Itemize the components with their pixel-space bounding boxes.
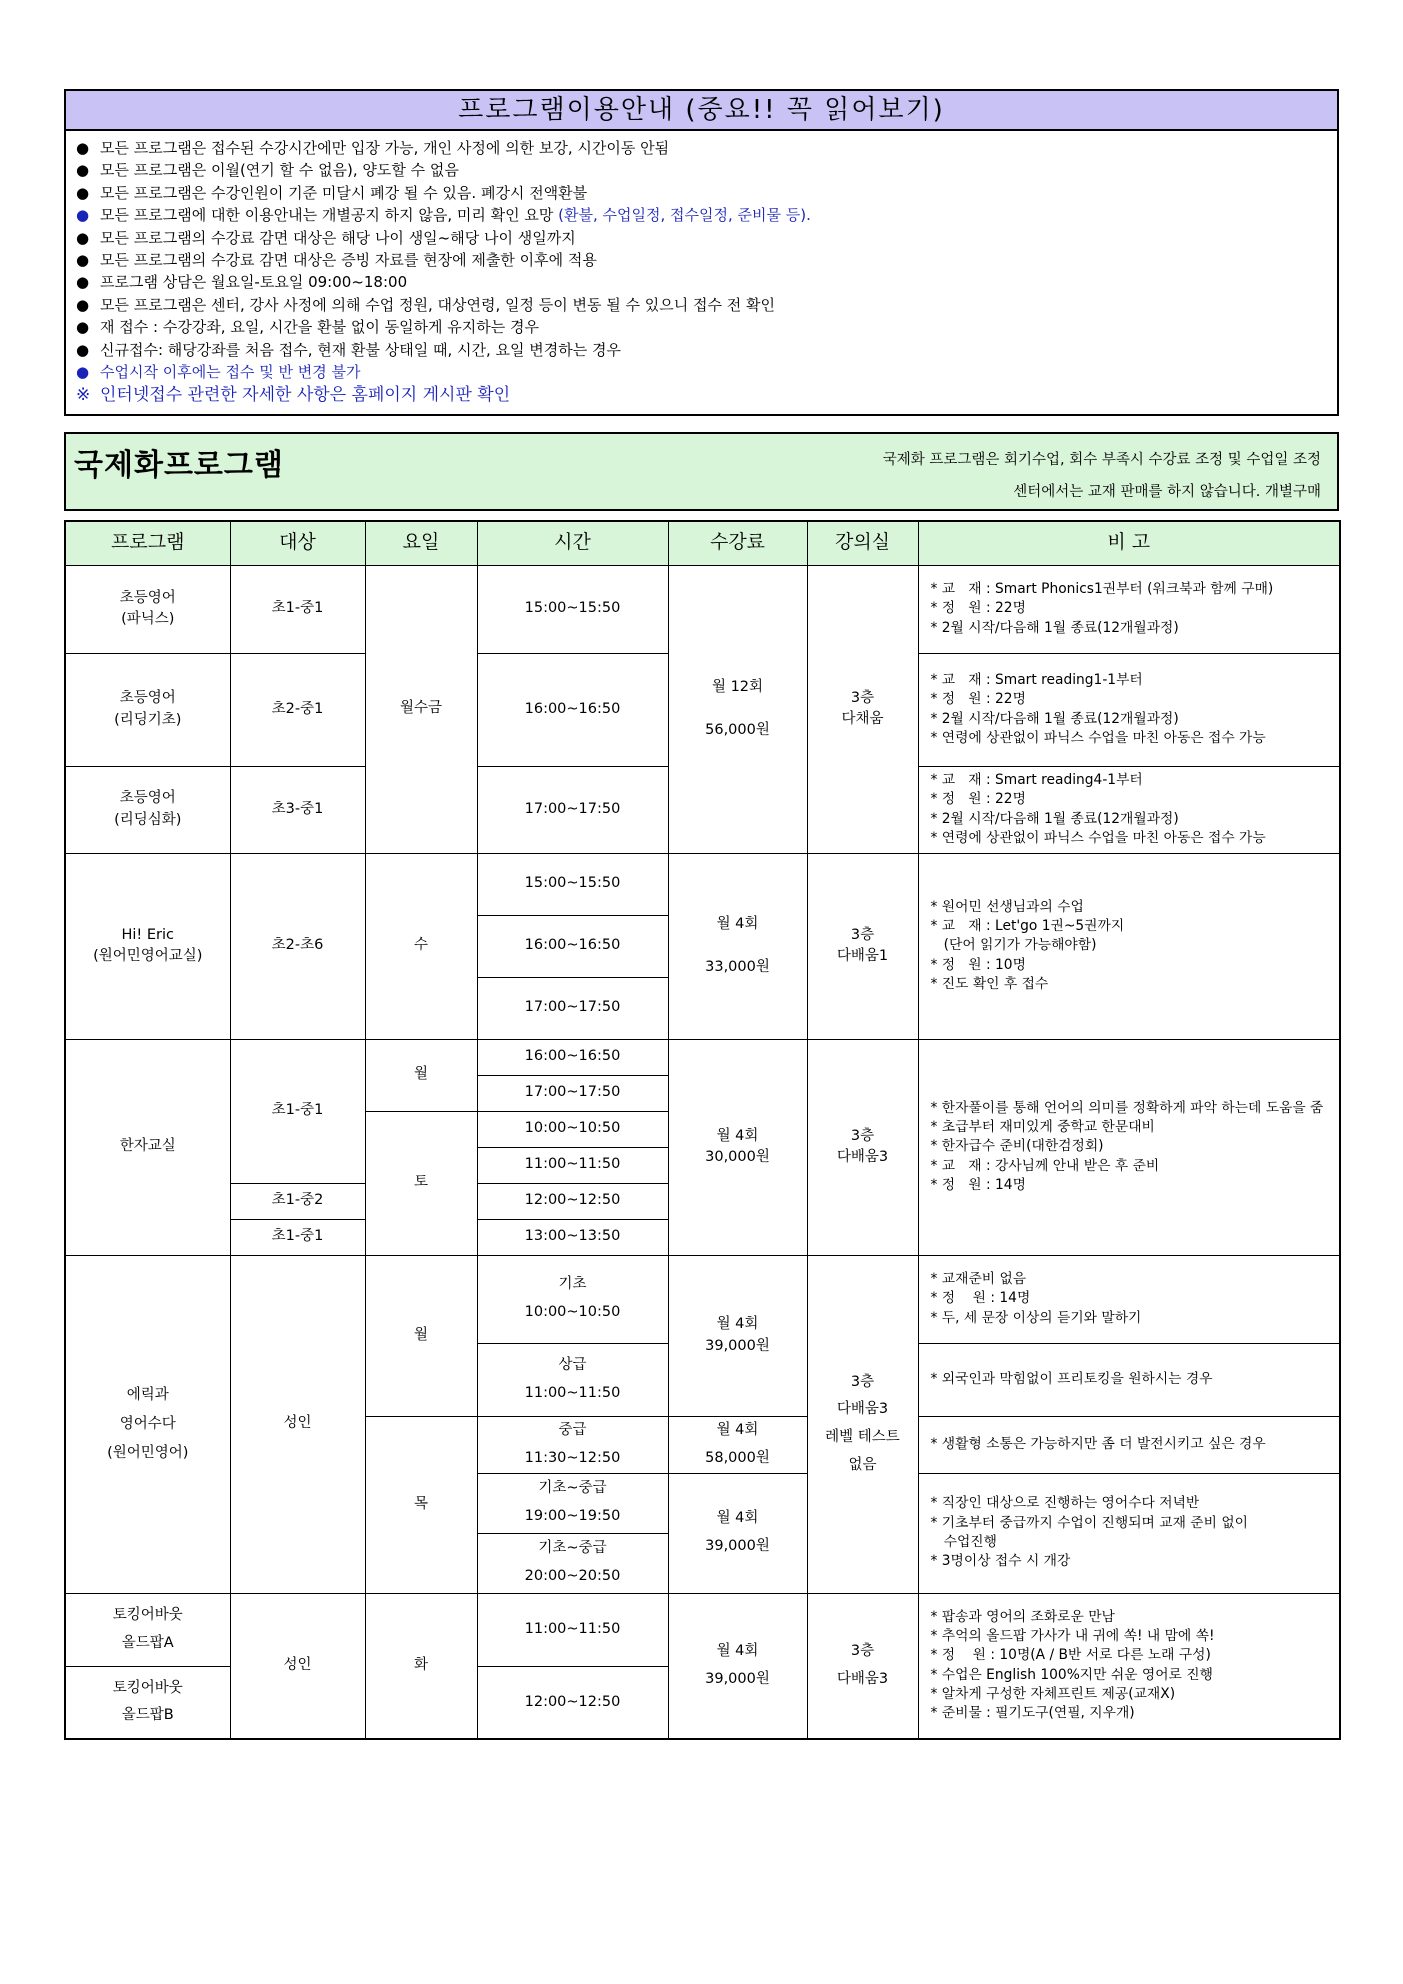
- time: 15:00~15:50: [477, 853, 668, 915]
- notice-item: [76, 271, 1337, 293]
- remark-line: * 교 재 : Smart reading4-1부터: [930, 771, 1143, 788]
- day: 화: [365, 1593, 477, 1739]
- section-note-1: 국제화 프로그램은 회기수업, 회수 부족시 수강료 조정 및 수업일 조정: [882, 452, 1321, 468]
- program-name: 초등영어 (리딩심화): [65, 766, 230, 853]
- program-name: 한자교실: [65, 1039, 230, 1255]
- remark-line: * 교 재 : Let'go 1권~5권까지: [930, 918, 1125, 935]
- remark-line: * 한자급수 준비(대한검정회): [930, 1138, 1104, 1155]
- remark-line: * 생활형 소통은 가능하지만 좀 더 발전시키고 싶은 경우: [930, 1435, 1266, 1452]
- time: 기초~중급 19:00~19:50: [477, 1473, 668, 1533]
- room: 3층 다배움3: [807, 1593, 918, 1739]
- target: 초3-중1: [230, 766, 365, 853]
- remarks: [918, 1593, 1340, 1739]
- col-header: 수강료: [668, 521, 807, 565]
- remarks: [918, 1039, 1340, 1255]
- time: 17:00~17:50: [477, 1075, 668, 1111]
- target: 초1-중1: [230, 1039, 365, 1183]
- time: 11:00~11:50: [477, 1593, 668, 1666]
- notice-item: [76, 339, 1337, 361]
- table-row: [65, 1039, 1340, 1075]
- notice-text: 재 접수 : 수강강좌, 요일, 시간을 환불 없이 동일하게 유지하는 경우: [100, 318, 540, 337]
- notice-highlight: (환불, 수업일정, 접수일정, 준비물 등).: [558, 206, 811, 225]
- bullet-icon: ●: [76, 228, 90, 247]
- reference-mark-icon: ※: [76, 385, 91, 406]
- remarks: [918, 766, 1340, 853]
- section-title: 국제화프로그램: [74, 448, 284, 483]
- remark-line: * 수업은 English 100%지만 쉬운 영어로 진행: [930, 1666, 1213, 1683]
- program-name: Hi! Eric (원어민영어교실): [65, 853, 230, 1039]
- remark-line: * 직장인 대상으로 진행하는 영어수다 저녁반: [930, 1495, 1200, 1512]
- fee: 월 4회 39,000원: [668, 1255, 807, 1416]
- fee: 월 4회 58,000원: [668, 1416, 807, 1473]
- remark-line: * 교 재 : Smart reading1-1부터: [930, 671, 1143, 688]
- room: 3층 다채움: [807, 565, 918, 853]
- notice-text: 수업시작 이후에는 접수 및 반 변경 불가: [100, 363, 361, 382]
- remark-line: * 2월 시작/다음해 1월 종료(12개월과정): [930, 710, 1179, 727]
- remarks: [918, 1473, 1340, 1593]
- time: 10:00~10:50: [477, 1111, 668, 1147]
- notice-item: [76, 294, 1337, 316]
- target: 초1-중1: [230, 565, 365, 653]
- time: 중급 11:30~12:50: [477, 1416, 668, 1473]
- remark-line: * 교재준비 없음: [930, 1271, 1027, 1288]
- time: 16:00~16:50: [477, 1039, 668, 1075]
- remarks: [918, 853, 1340, 1039]
- program-notice-box: [64, 89, 1339, 416]
- target: 초2-중1: [230, 653, 365, 766]
- day: 월: [365, 1255, 477, 1416]
- time: 12:00~12:50: [477, 1183, 668, 1219]
- bullet-icon: ●: [76, 318, 90, 337]
- remark-line: * 2월 시작/다음해 1월 종료(12개월과정): [930, 810, 1179, 827]
- notice-text: 모든 프로그램은 센터, 강사 사정에 의해 수업 정원, 대상연령, 일정 등이 변동 될 수 있으니 접수 전 확인: [100, 295, 775, 314]
- program-name: 초등영어 (파닉스): [65, 565, 230, 653]
- remark-line: (단어 읽기가 가능해야함): [930, 937, 1097, 954]
- remark-line: * 정 원 : 14명: [930, 1290, 1031, 1307]
- remark-line: * 한자풀이를 통해 언어의 의미를 정확하게 파악 하는데 도움을 줌: [930, 1099, 1324, 1116]
- remark-line: * 연령에 상관없이 파닉스 수업을 마친 아동은 접수 가능: [930, 829, 1266, 846]
- program-name: 에릭과 영어수다 (원어민영어): [65, 1255, 230, 1593]
- room: 3층 다배움3 레벨 테스트 없음: [807, 1255, 918, 1593]
- notice-item: [76, 361, 1337, 383]
- target: 초2-초6: [230, 853, 365, 1039]
- notice-item: [76, 227, 1337, 249]
- bullet-icon: ●: [76, 363, 90, 382]
- notice-text: 모든 프로그램은 수강인원이 기준 미달시 폐강 될 수 있음. 폐강시 전액환불: [100, 183, 588, 202]
- remarks: [918, 565, 1340, 653]
- notice-item: [76, 204, 1337, 226]
- bullet-icon: ●: [76, 139, 90, 157]
- remark-line: * 3명이상 접수 시 개강: [930, 1553, 1071, 1570]
- remarks: [918, 1255, 1340, 1343]
- remark-line: * 정 원 : 10명(A / B반 서로 다른 노래 구성): [930, 1647, 1211, 1664]
- program-name: 초등영어 (리딩기초): [65, 653, 230, 766]
- notice-text: 모든 프로그램의 수강료 감면 대상은 해당 나이 생일~해당 나이 생일까지: [100, 228, 576, 247]
- program-name: 토킹어바웃 올드팝A: [65, 1593, 230, 1666]
- notice-text: 모든 프로그램은 이월(연기 할 수 없음), 양도할 수 없음: [100, 161, 459, 180]
- remark-line: * 외국인과 막힘없이 프리토킹을 원하시는 경우: [930, 1370, 1213, 1387]
- remark-line: * 진도 확인 후 접수: [930, 975, 1049, 992]
- col-header: 시간: [477, 521, 668, 565]
- table-header-row: [65, 521, 1340, 565]
- table-row: [65, 1593, 1340, 1666]
- target: 초1-중2: [230, 1183, 365, 1219]
- time: 기초 10:00~10:50: [477, 1255, 668, 1343]
- remark-line: * 두, 세 문장 이상의 듣기와 말하기: [930, 1309, 1142, 1326]
- time: 16:00~16:50: [477, 915, 668, 977]
- fee: 월 4회 39,000원: [668, 1473, 807, 1593]
- remark-line: * 연령에 상관없이 파닉스 수업을 마친 아동은 접수 가능: [930, 729, 1266, 746]
- bullet-icon: ●: [76, 295, 90, 314]
- time: 17:00~17:50: [477, 977, 668, 1039]
- notice-list: [66, 137, 1337, 407]
- day: 월: [365, 1039, 477, 1111]
- remark-line: * 정 원 : 10명: [930, 956, 1026, 973]
- remark-line: * 준비물 : 필기도구(연필, 지우개): [930, 1705, 1135, 1722]
- target: 초1-중1: [230, 1219, 365, 1255]
- section-header: [64, 432, 1339, 511]
- time: 15:00~15:50: [477, 565, 668, 653]
- bullet-icon: ●: [76, 273, 90, 292]
- col-header: 프로그램: [65, 521, 230, 565]
- target: 성인: [230, 1593, 365, 1739]
- remark-line: * 초급부터 재미있게 중학교 한문대비: [930, 1119, 1155, 1136]
- fee: 월 12회 56,000원: [668, 565, 807, 853]
- remark-line: * 정 원 : 22명: [930, 791, 1026, 808]
- fee: 월 4회 33,000원: [668, 853, 807, 1039]
- remarks: [918, 1416, 1340, 1473]
- time: 상급 11:00~11:50: [477, 1343, 668, 1416]
- remarks: [918, 653, 1340, 766]
- remark-line: * 기초부터 중급까지 수업이 진행되며 교재 준비 없이: [930, 1514, 1248, 1531]
- notice-item: [76, 159, 1337, 181]
- remark-line: * 알차게 구성한 자체프린트 제공(교재X): [930, 1686, 1176, 1703]
- time: 16:00~16:50: [477, 653, 668, 766]
- col-header: 강의실: [807, 521, 918, 565]
- notice-item: [76, 249, 1337, 271]
- remark-line: * 교 재 : Smart Phonics1권부터 (워크북과 함께 구매): [930, 581, 1274, 598]
- table-row: [65, 565, 1340, 653]
- remark-line: * 추억의 올드팝 가사가 내 귀에 쏙! 내 맘에 쏙!: [930, 1628, 1215, 1645]
- day: 목: [365, 1416, 477, 1593]
- notice-text: 신규접수: 해당강좌를 처음 접수, 현재 환불 상태일 때, 시간, 요일 변경하는 경우: [100, 340, 621, 359]
- table-row: [65, 1255, 1340, 1343]
- room: 3층 다배움3: [807, 1039, 918, 1255]
- remark-line: * 정 원 : 22명: [930, 691, 1026, 708]
- notice-item: [76, 383, 1337, 407]
- notice-text: 모든 프로그램은 접수된 수강시간에만 입장 가능, 개인 사정에 의한 보강, 시간이동 안됨: [100, 139, 670, 157]
- day: 월수금: [365, 565, 477, 853]
- remark-line: * 2월 시작/다음해 1월 종료(12개월과정): [930, 619, 1179, 636]
- notice-item: [76, 316, 1337, 338]
- bullet-icon: ●: [76, 340, 90, 359]
- program-table: [64, 520, 1341, 1740]
- section-note-2: 센터에서는 교재 판매를 하지 않습니다. 개별구매: [1013, 484, 1321, 500]
- notice-item: [76, 137, 1337, 159]
- remark-line: * 교 재 : 강사님께 안내 받은 후 준비: [930, 1157, 1160, 1174]
- notice-text: 모든 프로그램에 대한 이용안내는 개별공지 하지 않음, 미리 확인 요망: [100, 206, 559, 225]
- notice-title: 프로그램이용안내 (중요!! 꼭 읽어보기): [66, 91, 1337, 131]
- remark-line: * 팝송과 영어의 조화로운 만남: [930, 1608, 1115, 1625]
- bullet-icon: ●: [76, 161, 90, 180]
- col-header: 요일: [365, 521, 477, 565]
- notice-item: [76, 182, 1337, 204]
- program-name: 토킹어바웃 올드팝B: [65, 1666, 230, 1739]
- remarks: [918, 1343, 1340, 1416]
- time: 12:00~12:50: [477, 1666, 668, 1739]
- time: 11:00~11:50: [477, 1147, 668, 1183]
- room: 3층 다배움1: [807, 853, 918, 1039]
- day: 수: [365, 853, 477, 1039]
- notice-text: 프로그램 상담은 월요일-토요일 09:00~18:00: [100, 273, 408, 292]
- time: 13:00~13:50: [477, 1219, 668, 1255]
- day: 토: [365, 1111, 477, 1255]
- bullet-icon: ●: [76, 183, 90, 202]
- remark-line: * 정 원 : 14명: [930, 1176, 1026, 1193]
- time: 기초~중급 20:00~20:50: [477, 1533, 668, 1593]
- bullet-icon: ●: [76, 206, 90, 225]
- time: 17:00~17:50: [477, 766, 668, 853]
- table-row: [65, 853, 1340, 915]
- remark-line: 수업진행: [930, 1534, 997, 1550]
- fee: 월 4회 30,000원: [668, 1039, 807, 1255]
- col-header: 비 고: [918, 521, 1340, 565]
- bullet-icon: ●: [76, 251, 90, 270]
- notice-text: 인터넷접수 관련한 자세한 사항은 홈페이지 게시판 확인: [100, 385, 511, 406]
- fee: 월 4회 39,000원: [668, 1593, 807, 1739]
- notice-text: 모든 프로그램의 수강료 감면 대상은 증빙 자료를 현장에 제출한 이후에 적용: [100, 251, 597, 270]
- col-header: 대상: [230, 521, 365, 565]
- remark-line: * 정 원 : 22명: [930, 600, 1026, 617]
- target: 성인: [230, 1255, 365, 1593]
- remark-line: * 원어민 선생님과의 수업: [930, 898, 1084, 915]
